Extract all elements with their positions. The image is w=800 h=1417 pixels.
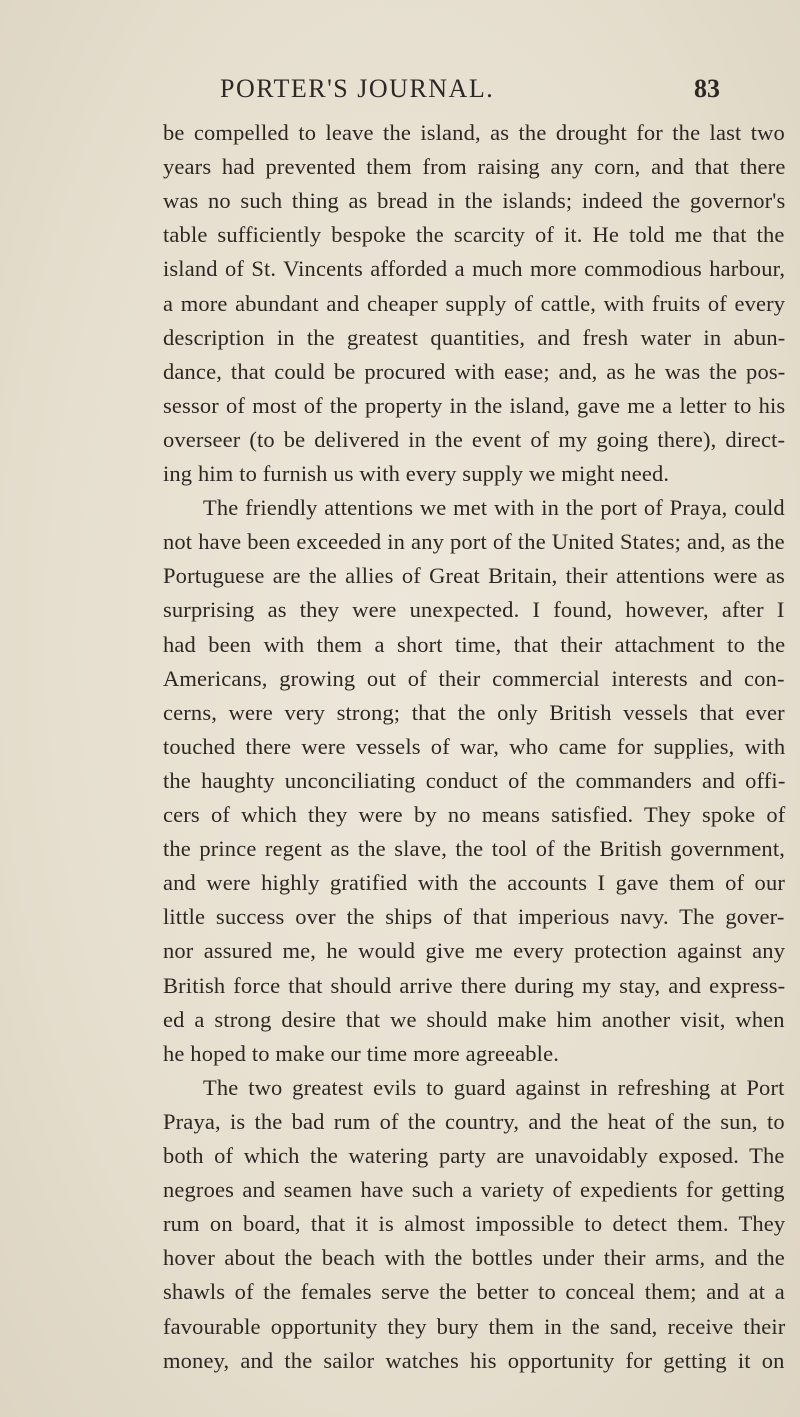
text-line: he hoped to make our time more agreeable.: [163, 1040, 559, 1066]
text-line: dance, that could be procured with ease; and, as he was the pos-: [163, 358, 786, 384]
text-line: nor assured me, he would give me every protection against any: [163, 938, 786, 964]
text-line: British force that should arrive there during my stay, and express-: [163, 972, 786, 998]
text-line: The two greatest evils to guard against in refreshing at Port: [203, 1074, 785, 1100]
text-line: rum on board, that it is almost impossible to detect them. They: [163, 1211, 786, 1237]
text-line: little success over the ships of that imperious navy. The gover-: [163, 904, 785, 930]
text-line: favourable opportunity they bury them in the sand, receive their: [163, 1313, 786, 1339]
text-line: table sufficiently bespoke the scarcity of it. He told me that the: [163, 222, 785, 248]
text-line: be compelled to leave the island, as the drought for the last two: [163, 120, 785, 145]
text-line: money, and the sailor watches his opportunity for getting it on: [163, 1347, 785, 1373]
text-line: both of which the watering party are unavoidably exposed. The: [163, 1143, 785, 1168]
page-number: 83: [694, 74, 720, 103]
text-line: surprising as they were unexpected. I found, however, after I: [163, 597, 785, 623]
text-line: island of St. Vincents afforded a much more commodious harbour,: [163, 256, 786, 282]
text-line: negroes and seamen have such a variety of expedients for getting: [163, 1177, 785, 1203]
text-line: cerns, were very strong; that the only British vessels that ever: [163, 699, 785, 725]
text-line: shawls of the females serve the better to conceal them; and at a: [163, 1279, 785, 1305]
text-line: not have been exceeded in any port of the United States; and, as the: [163, 529, 785, 555]
text-line: a more abundant and cheaper supply of cattle, with fruits of every: [163, 290, 786, 316]
running-head: PORTER'S JOURNAL.: [220, 74, 495, 103]
text-line: the prince regent as the slave, the tool of the British government,: [163, 836, 786, 862]
text-line: ed a strong desire that we should make him another visit, when: [163, 1006, 785, 1032]
page-header: [0, 74, 800, 110]
text-line: overseer (to be delivered in the event of my going there), direct-: [163, 426, 786, 452]
text-line: cers of which they were by no means satisfied. They spoke of: [163, 802, 786, 827]
text-line: hover about the beach with the bottles under their arms, and the: [163, 1245, 785, 1271]
text-line: the haughty unconciliating conduct of the commanders and offi-: [163, 767, 786, 793]
text-line: Portuguese are the allies of Great Britain, their attentions were as: [163, 563, 785, 589]
text-line: Americans, growing out of their commercial interests and con-: [163, 665, 785, 691]
text-line: ing him to furnish us with every supply we might need.: [163, 461, 670, 486]
text-line: description in the greatest quantities, and fresh water in abun-: [163, 324, 786, 350]
text-line: years had prevented them from raising any corn, and that there: [163, 154, 786, 180]
text-line: and were highly gratified with the accounts I gave them of our: [163, 870, 785, 896]
text-line: had been with them a short time, that their attachment to the: [163, 631, 786, 657]
text-line: sessor of most of the property in the island, gave me a letter to his: [163, 392, 786, 418]
text-line: was no such thing as bread in the islands; indeed the governor's: [163, 188, 786, 214]
text-line: The friendly attentions we met with in the port of Praya, could: [203, 495, 785, 521]
text-line: Praya, is the bad rum of the country, and the heat of the sun, to: [163, 1108, 785, 1134]
text-line: touched there were vessels of war, who came for supplies, with: [163, 733, 786, 759]
